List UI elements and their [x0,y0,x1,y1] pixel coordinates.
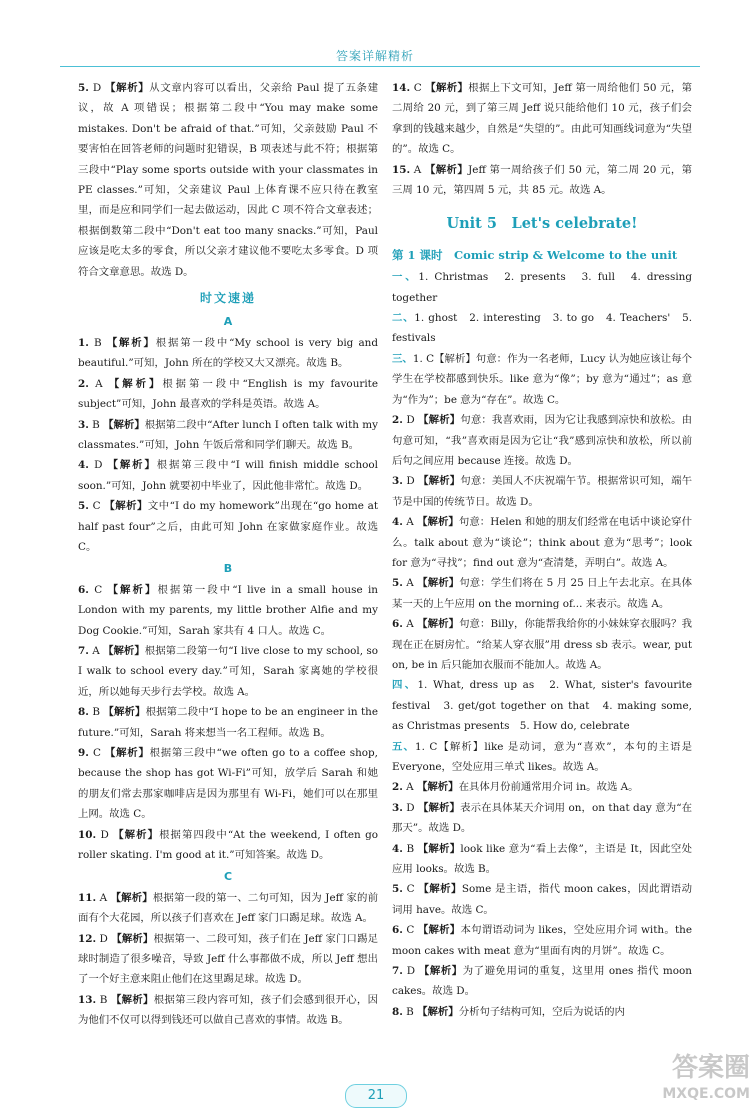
analysis-tag: 【解析】 [107,583,158,596]
watermark-line2: MXQE.COM [662,1086,750,1102]
item-text: 根据第一段中“English is my favourite subject”可知，John 最喜欢的学科是英语。故选 A。 [78,377,378,411]
analysis-tag: 【解析】 [106,336,156,349]
item-number: 1. [78,336,89,349]
item-answer: D [406,475,415,488]
group-label: 一、 [392,271,419,284]
analysis-tag: 【解析】 [417,1005,459,1018]
item-text: 句意：我喜欢雨，因为它让我感到凉快和放松。由句意可知，“我”喜欢雨是因为它让“我”感到凉快和放松，所以前后句之间应用 because 连接。故选 D。 [392,414,692,467]
watermark-logo [610,1052,750,1112]
item-answer: C [94,583,103,596]
group-label: 三、 [392,352,413,365]
item-text: 句意：学生们将在 5 月 25 日上午去北京。在具体某一天的上午应用 on the morning of... 来表示。故选 A。 [392,577,693,610]
item-number: 7. [78,644,89,657]
item-answer: A [413,163,422,176]
item-answer: D [100,828,109,841]
item-answer: D [92,82,102,94]
item-number: 6. [392,924,403,937]
item-number: 8. [78,706,89,719]
watermark-line1: 答案圈 [671,1053,750,1083]
item-answer: C [406,924,415,937]
item-text: 表示在具体某天介词用 on，on that day 意为“在那天”。故选 D。 [392,801,693,835]
analysis-tag: 【解析】 [417,781,459,794]
analysis-tag: 【解析】 [425,163,469,176]
item-text: 根据第二段中“I hope to be an engineer in the future.”可知，Sarah 将来想当一名工程师。故选 B。 [78,706,378,739]
item-number: 6. [78,583,89,596]
item-text: 在具体月份前通常用介词 in。故选 A。 [458,781,639,794]
item-number: 2. [78,377,89,390]
item-answer: A [95,377,103,390]
item-number: 3. [392,475,403,488]
item-text: 为了避免用词的重复，这里用 ones 指代 moon cakes。故选 D。 [392,965,692,998]
answer-item [392,1002,692,1022]
item-number: 13. [78,993,97,1006]
page-number: 21 [345,1084,407,1108]
answer-item [78,990,378,1031]
item-answer: C [92,500,101,513]
answer-item [392,839,692,880]
answer-item [392,961,692,1002]
exercise-group [392,737,692,778]
group-label: 五、 [392,740,415,753]
answer-item [78,374,378,415]
analysis-tag: 【解析】 [417,924,461,937]
analysis-tag: 【解析】 [111,932,154,945]
group-label: 二、 [392,312,415,325]
item-number: 5. [78,82,89,94]
lesson-title: 第 1 课时 Comic strip & Welcome to the unit [392,247,678,262]
item-number: 9. [78,747,89,759]
answer-item [78,496,378,557]
analysis-tag: 【解析】 [417,577,460,590]
unit-title: Unit 5 Let's celebrate! [446,215,638,233]
analysis-tag: 【解析】 [103,706,146,719]
analysis-tag: 【解析】 [417,516,459,529]
item-answer: D [406,414,415,427]
item-text: 句意：美国人不庆祝端午节。根据常识可知，端午节是中国的传统节日。故选 D。 [392,475,692,508]
group-text: 1. ghost 2. interesting 3. to go 4. Teachers' 5. festivals [392,312,692,345]
item-text: 根据第一、二段可知，孩子们在 Jeff 家门口踢足球时制造了很多噪音，导致 Jeff 什么事都做不成，所以 Jeff 想出了一个好主意来阻止他们在这里踢足球。故选 D。 [78,932,378,986]
analysis-tag: 【解析】 [113,828,160,841]
item-text: 根据第一段的第一、二句可知，因为 Jeff 家的前面有个大花园，所以孩子们喜欢在 Jeff 家门口踢足球。故选 A。 [78,891,378,925]
item-text: 根据第三段中“I will finish middle school soon.”可知，John 就要初中毕业了，因此他非常忙。故选 D。 [78,459,379,492]
item-answer: C [92,747,101,759]
answer-item [78,78,378,282]
header-divider [60,66,700,67]
answer-item [392,512,692,573]
exercise-group [392,349,692,410]
item-number: 14. [392,82,411,94]
group-text: 1. Christmas 2. presents 3. full 4. dressing together [392,271,693,304]
answer-item [78,455,378,496]
group-text: 1. C【解析】like 是动词，意为“喜欢”，本句的主语是 Everyone，空处应用三单式 likes。故选 A。 [392,740,693,773]
item-text: 分析句子结构可知，空后为说话的内 [458,1005,625,1018]
item-number: 8. [392,1005,403,1018]
item-text: 本句谓语动词为 likes，空处应用介词 with。the moon cakes with meat 意为“里面有肉的月饼”。故选 C。 [392,924,692,957]
item-number: 4. [392,516,403,529]
item-number: 12. [78,932,97,945]
analysis-tag: 【解析】 [104,747,150,759]
analysis-tag: 【解析】 [418,801,461,814]
item-answer: A [406,516,414,529]
item-answer: B [92,706,100,719]
item-text: 根据第二段中“After lunch I often talk with my classmates.”可知，John 午饭后常和同学们聊天。故选 B。 [78,418,378,451]
answer-item [78,743,378,825]
answer-item [78,929,378,990]
answer-item [78,580,378,641]
analysis-tag: 【解析】 [103,418,145,431]
item-text: 根据第四段中“At the weekend, I often go roller skating. I'm good at it.”可知答案。故选 D。 [78,828,379,862]
analysis-tag: 【解析】 [110,993,154,1006]
answer-item [78,825,378,866]
item-answer: C [406,883,415,896]
item-answer: D [94,459,103,472]
passage-label: A [223,315,233,329]
item-answer: D [99,932,108,945]
analysis-tag: 【解析】 [108,377,163,390]
item-number: 5. [392,577,403,590]
left-column [78,78,378,1031]
analysis-tag: 【解析】 [418,414,461,427]
answer-item [392,777,692,797]
answer-item [392,410,692,471]
answer-item [392,471,692,512]
analysis-tag: 【解析】 [103,644,145,657]
item-number: 4. [392,842,403,855]
item-number: 2. [392,414,403,427]
analysis-tag: 【解析】 [417,618,460,631]
item-text: 根据第二段第一句“I live close to my school, so I walk to school every day.”可知，Sarah 家离她的学校很近，所以她每天步行去学校。故选 A。 [78,644,378,698]
item-answer: D [406,965,416,978]
analysis-tag: 【解析】 [418,965,463,978]
answer-item [392,78,692,160]
answer-item [392,160,692,201]
item-answer: A [406,781,414,794]
analysis-tag: 【解析】 [110,891,153,904]
exercise-group [392,308,692,349]
item-number: 5. [392,883,403,896]
answer-item [78,888,378,929]
section-title: 时文速递 [199,291,256,306]
analysis-tag: 【解析】 [107,459,157,472]
group-text: 1. C【解析】句意：作为一名老师，Lucy 认为她应该让每个学生在学校都感到快乐。like 意为“像”；by 意为“通过”；as 意为“作为”；be 意为“存在”。故选 C。 [392,352,693,406]
right-column [392,78,692,1022]
analysis-tag: 【解析】 [418,475,461,488]
item-answer: D [406,801,415,814]
item-number: 4. [78,459,89,472]
passage-label: B [223,562,233,576]
answer-item [78,415,378,456]
answer-item [78,333,378,374]
item-answer: C [413,82,422,94]
answer-item [392,879,692,920]
answer-item [392,798,692,839]
item-number: 6. [392,618,403,631]
item-text: 根据第三段内容可知，孩子们会感到很开心，因为他们不仅可以得到钱还可以做自己喜欢的事情。故选 B。 [78,993,378,1027]
item-answer: A [406,618,414,631]
answer-item [78,641,378,702]
header-title: 答案详解精析 [335,49,414,63]
item-number: 10. [78,828,97,841]
group-label: 四、 [392,679,418,692]
item-text: 从文章内容可以看出，父亲给 Paul 提了五条建议，故 A 项错误；根据第二段中“You may make some mistakes. Don't be afraid of that.”可知，父亲鼓励 Paul 不要害怕在回答老师的问题时犯错误，B 项表述与此不符；根据第三段中“Play some sports outside with your classmates in PE classes.”可知，父亲建议 Paul 上体育课不应只待在教室里，而是应和同学们一起去做运动，因此 C 项不符合文章表述；根据倒数第二段中“Don't eat too many snacks.”可知，Paul 应该是吃太多的零食，所以父亲才建议他不要吃太多零食。D 项符合文章意思。故选 D。 [78,82,378,278]
analysis-tag: 【解析】 [418,883,462,896]
item-number: 5. [78,500,89,513]
item-number: 7. [392,965,403,978]
item-number: 3. [78,418,89,431]
item-answer: A [406,577,414,590]
item-number: 3. [392,801,403,814]
item-number: 2. [392,781,403,794]
analysis-tag: 【解析】 [417,842,461,855]
item-answer: B [92,418,100,431]
item-answer: B [94,336,102,349]
analysis-tag: 【解析】 [105,82,150,94]
item-answer: B [406,842,415,855]
item-text: 根据第一段中“My school is very big and beautiful.”可知，John 所在的学校又大又漂亮。故选 B。 [78,336,378,370]
item-text: 句意：Helen 和她的朋友们经常在电话中谈论穿什么。talk about 意为“谈论”；think about 意为“思考”；look for 意为“寻找”；find out 意为“查清楚，弄明白”。故选 A。 [392,516,692,569]
item-text: 根据第一段中“I live in a small house in London with my parents, my little brother Alfie and my Dog Cookie.”可知，Sarah 家共有 4 口人。故选 C。 [78,583,379,637]
item-number: 11. [78,891,97,904]
item-answer: A [92,644,100,657]
answer-item [78,702,378,743]
analysis-tag: 【解析】 [425,82,469,94]
item-text: Some 是主语，指代 moon cakes，因此谓语动词用 have。故选 C。 [392,883,692,916]
answer-item [392,920,692,961]
answer-item [392,573,692,614]
item-text: look like 意为“看上去像”，主语是 It，因此空处应用 looks。故选 B。 [392,842,692,876]
item-text: 根据第三段中“we often go to a coffee shop, because the shop has got Wi-Fi”可知，放学后 Sarah 和她的朋友们常去那家咖啡店是因为那里有 Wi-Fi，她们可以在那里上网。故选 C。 [78,747,378,821]
page-header [0,0,750,70]
item-text: 句意：Billy，你能帮我给你的小妹妹穿衣服吗？我现在正在厨房忙。“给某人穿衣服”用 dress sb 表示。wear, put on, be in 后只能加衣服而不能加人。故选 A。 [392,618,692,671]
answer-item [392,614,692,675]
item-answer: A [99,891,108,904]
passage-label: C [223,870,233,884]
exercise-group [392,675,692,736]
group-text: 1. What, dress up as 2. What, sister's favourite festival 3. get/got together on that 4. making some, as Christmas presents 5. How do, celebrate [392,679,692,733]
item-text: Jeff 第一周给孩子们 50 元，第二周 20 元，第三周 10 元，第四周 5 元，共 85 元。故选 A。 [392,163,693,197]
exercise-group [392,267,692,308]
item-answer: B [406,1005,414,1018]
item-number: 15. [392,163,411,176]
item-answer: B [99,993,108,1006]
item-text: 文中“I do my homework”出现在“go home at half past four”之后，由此可知 John 在家做家庭作业。故选 C。 [78,500,378,553]
analysis-tag: 【解析】 [104,500,148,513]
item-text: 根据上下文可知，Jeff 第一周给他们 50 元，第二周给 20 元，到了第三周 Jeff 说只能给他们 10 元，孩子们会拿到的钱越来越少，自然是“失望的”。由此可知画线词意为“失望的”。故选 C。 [392,82,693,156]
